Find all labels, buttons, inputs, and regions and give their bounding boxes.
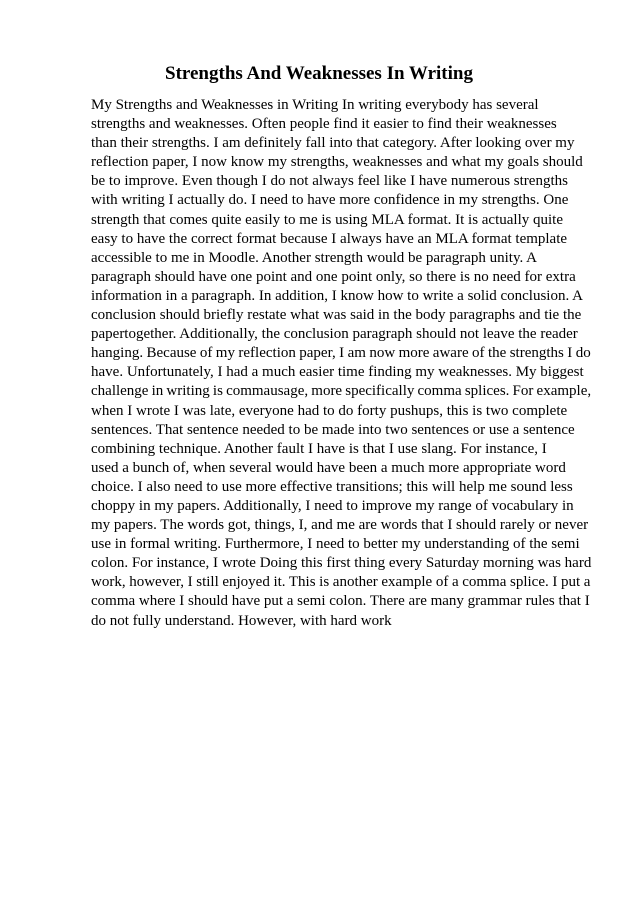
body-line: papertogether. Additionally, the conclusion paragraph should not leave the reader (91, 326, 578, 343)
body-line: when I wrote I was late, everyone had to do forty pushups, this is two complete (91, 402, 568, 419)
body-line: be to improve. Even though I do not always feel like I have numerous strengths (91, 173, 568, 190)
body-line: than their strengths. I am definitely fall into that category. After looking over my (91, 135, 575, 152)
body-line: strengths and weaknesses. Often people find it easier to find their weaknesses (91, 116, 557, 133)
body-line: easy to have the correct format because I always have an MLA format template (91, 230, 568, 247)
body-line: choice. I also need to use more effective transitions; this will help me sound less (91, 478, 573, 495)
body-line: paragraph should have one point and one point only, so there is no need for extra (91, 268, 576, 285)
body-line: strength that comes quite easily to me is using MLA format. It is actually quite (91, 211, 563, 228)
body-line: used a bunch of, when several would have been a much more appropriate word (91, 459, 566, 476)
body-line: hanging. Because of my reflection paper, I am now more aware of the strengths I do (91, 345, 591, 362)
body-line: information in a paragraph. In addition, I know how to write a solid conclusion. A (91, 287, 583, 304)
body-line: choppy in my papers. Additionally, I need to improve my range of vocabulary in (91, 497, 574, 514)
body-line: My Strengths and Weaknesses in Writing In writing everybody has several (91, 97, 539, 113)
body-line: my papers. The words got, things, I, and me are words that I should rarely or never (91, 517, 589, 534)
body-line: reflection paper, I now know my strengths, weaknesses and what my goals should (91, 154, 583, 171)
body-line: with writing I actually do. I need to have more confidence in my strengths. One (91, 192, 569, 209)
body-line: comma where I should have put a semi colon. There are many grammar rules that I (91, 593, 590, 610)
document-title: Strengths And Weaknesses In Writing (165, 63, 473, 84)
document-body (91, 96, 591, 631)
body-line: work, however, I still enjoyed it. This is another example of a comma splice. I put a (91, 574, 591, 591)
body-line: do not fully understand. However, with hard work (91, 612, 392, 629)
body-line: have. Unfortunately, I had a much easier time finding my weaknesses. My biggest (91, 364, 584, 381)
body-line: use in formal writing. Furthermore, I need to better my understanding of the semi (91, 536, 580, 553)
body-line: challenge in writing is commausage, more specifically comma splices. For example, (91, 383, 592, 400)
body-line: conclusion should briefly restate what was said in the body paragraphs and tie the (91, 307, 582, 324)
body-line: combining technique. Another fault I have is that I use slang. For instance, I (91, 440, 547, 457)
body-line: accessible to me in Moodle. Another strength would be paragraph unity. A (91, 249, 538, 266)
body-line: sentences. That sentence needed to be made into two sentences or use a sentence (91, 421, 575, 438)
body-line: colon. For instance, I wrote Doing this first thing every Saturday morning was hard (91, 555, 592, 572)
